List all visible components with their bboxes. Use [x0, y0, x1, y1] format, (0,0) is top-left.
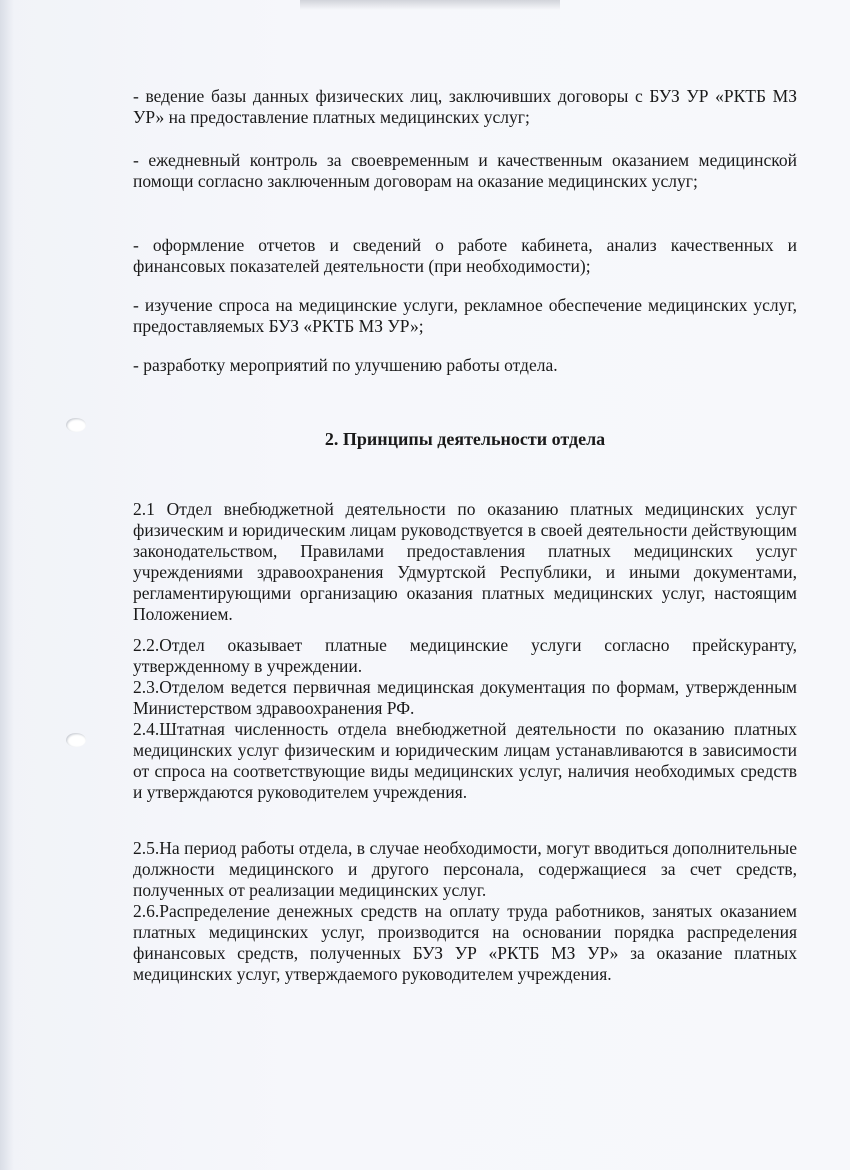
- punch-hole-icon: [66, 418, 86, 432]
- section-heading: 2. Принципы деятельности отдела: [324, 429, 606, 449]
- section-paragraph: 2.2.Отдел оказывает платные медицинские услуги согласно прейскуранту, утвержденному в учреждении.: [133, 635, 797, 676]
- bullet-paragraph: - оформление отчетов и сведений о работе кабинета, анализ качественных и финансовых показателей деятельности (при необходимости);: [133, 235, 797, 276]
- bullet-paragraph: - ведение базы данных физических лиц, заключивших договоры с БУЗ УР «РКТБ МЗ УР» на предоставление платных медицинских услуг;: [133, 86, 797, 127]
- scan-edge-shadow: [0, 0, 14, 1170]
- bullet-paragraph: - разработку мероприятий по улучшению работы отдела.: [133, 355, 558, 375]
- section-paragraph: 2.5.На период работы отдела, в случае необходимости, могут вводиться дополнительные должности медицинского и другого персонала, содержащиеся за счет средств, полученных от реализации медицинских услуг.: [133, 838, 797, 900]
- bullet-paragraph: - ежедневный контроль за своевременным и качественным оказанием медицинской помощи согласно заключенным договорам на оказание медицинских услуг;: [133, 150, 797, 191]
- section-paragraph: 2.4.Штатная численность отдела внебюджетной деятельности по оказанию платных медицинских услуг физическим и юридическим лицам устанавливаются в зависимости от спроса на соответствующие виды медицинских услуг, наличия необходимых средств и утверждаются руководителем учреждения.: [133, 719, 797, 802]
- punch-hole-icon: [66, 733, 86, 747]
- section-paragraph: 2.3.Отделом ведется первичная медицинская документация по формам, утвержденным Министерством здравоохранения РФ.: [133, 677, 797, 718]
- scan-top-shadow: [300, 0, 560, 10]
- bullet-paragraph: - изучение спроса на медицинские услуги, рекламное обеспечение медицинских услуг, предоставляемых БУЗ «РКТБ МЗ УР»;: [133, 295, 797, 336]
- section-paragraph: 2.1 Отдел внебюджетной деятельности по оказанию платных медицинских услуг физическим и юридическим лицам руководствуется в своей деятельности действующим законодательством, Правилами предоставления платных медицинских услуг учреждениями здравоохранения Удмуртской Республики, и иными документами, регламентирующими организацию оказания платных медицинских услуг, настоящим Положением.: [133, 499, 797, 624]
- section-paragraph: 2.6.Распределение денежных средств на оплату труда работников, занятых оказанием платных медицинских услуг, производится на основании порядка распределения финансовых средств, полученных БУЗ УР «РКТБ МЗ УР» за оказание платных медицинских услуг, утверждаемого руководителем учреждения.: [133, 901, 797, 984]
